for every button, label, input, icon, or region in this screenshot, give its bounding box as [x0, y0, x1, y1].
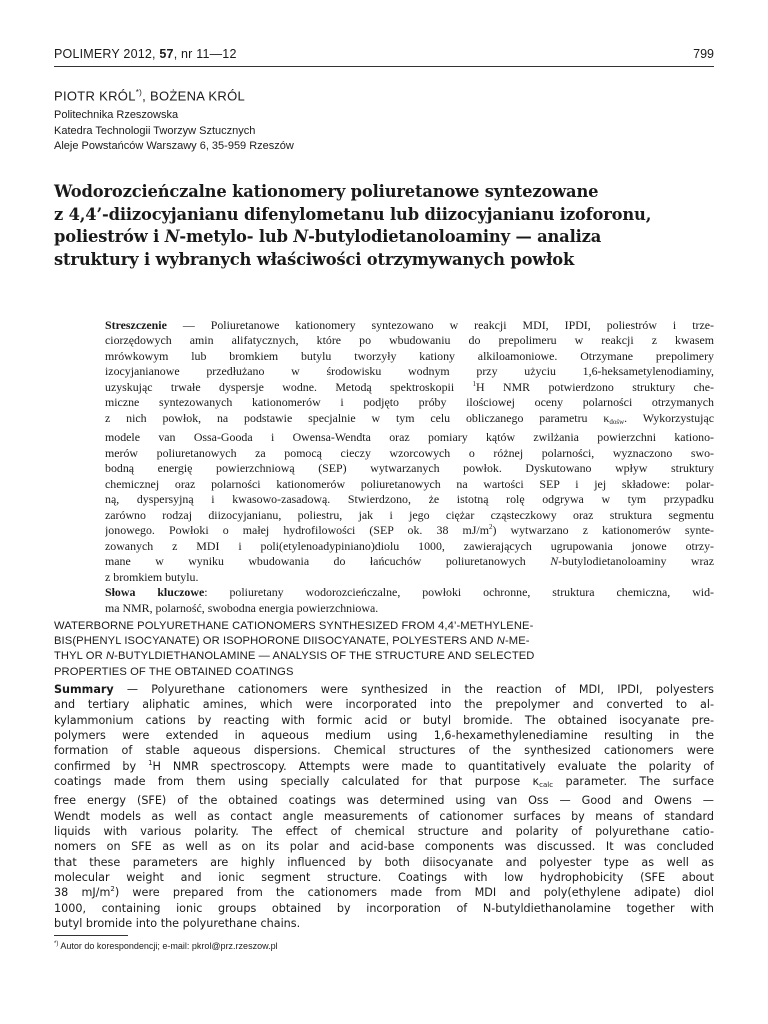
keywords-polish: Słowa kluczowe: poliuretany wodorozcieńczalne, powłoki ochronne, struktura chemiczna, wid- — [105, 585, 714, 600]
abstract-english: Summary — Polyurethane cationomers were synthesized in the reaction of MDI, IPDI, polyesters and tertiary aliphatic amines, which were incorporated into the prepolymer and converted to al- kylammonium cations by reacting with formic acid or butyl bromide. The obtained isocyanate pre- polymers were extended in aqueous medium using 1,6-hexamethylenediamine resulting in the formation of stable aqueous dispersions. Chemical structures of the synthesized cationomers were confirmed by $^1$H NMR spectroscopy. Attempts were made to quantitatively evaluate the polarity of coatings made from them using specially calculated for that purpose $\kappa_{calc}$ parameter. The surface free energy (SFE) of the obtained coatings was determined using van Oss — Good and Owens — Wendt models as well as contact angle measurements of cationomer surfaces by means of standard liquids with various polarity. The effect of chemical structure and polarity of polyurethane catio- nomers on SFE as well as on its polar and acid-base components was discussed. It was concluded that these parameters are highly influenced by both diisocyanate and polyester type as well as molecular weight and ionic segment structure. Coatings with low hydrophobicity (SFE about 38 $mJ/m^2$) were prepared from the cationomers made from MDI and poly(ethylene adipate) diol 1000, containing ionic groups obtained by incorporation of N-butyldiethanolamine together with butyl bromide into the polyurethane chains. — [54, 683, 714, 931]
footnote-text: Autor do korespondencji; e-mail: pkrol@prz.rzeszow.pl — [58, 941, 278, 951]
authors-line: PIOTR KRÓL*), BOŻENA KRÓL — [54, 88, 246, 104]
affiliation — [54, 108, 294, 155]
author-1: PIOTR KRÓL — [54, 88, 136, 104]
article-title: Wodorozcieńczalne kationomery poliuretanowe syntezowane z 4,4’-diizocyjanianu difenylometanu lub diizocyjanianu izoforonu, poliestrów i N-metylo- lub N-butylodietanoloaminy — analiza struktury i wybranych właściwości otrzymywanych powłok — [54, 182, 652, 269]
abstract-polish: Streszczenie — Poliuretanowe kationomery syntezowano w reakcji MDI, IPDI, poliestrów i trze- ciorzędowych amin alifatycznych, które po wbudowaniu do prepolimeru w reakcji z kwasem mrówkowym lub bromkiem butylu tworzyły kationy alkiloamoniowe. Otrzymane prepolimery izocyjanianowe przedłużano w środowisku wodnym przy użyciu 1,6-heksametylenodiaminy, uzyskując trwałe dyspersje wodne. Metodą spektroskopii $^1$H NMR potwierdzono struktury che- miczne syntezowanych kationomerów i podjęto próby ilościowej oceny polarności otrzymanych z nich powłok, na podstawie specjalnie w tym celu obliczanego parametru $\kappa_{dośw}$. Wykorzystując modele van Ossa-Gooda i Owensa-Wendta oraz pomiary kątów zwilżania powierzchni kationo- merów poliuretanowych za pomocą cieczy wzorcowych o różnej polarności, wyznaczono swo- bodną energię powierzchniową (SEP) wytwarzanych powłok. Dyskutowano wpływ struktury chemicznej oraz polarności kationomerów poliuretanowych na wartości SEP i jej składowe: polar- ną, dyspersyjną i kwasowo-zasadową. Stwierdzono, że istotną rolę odgrywa w tym przypadku zarówno rodzaj diizocyjanianu, poliestru, jak i jego ciężar cząsteczkowy oraz struktura segmentu jonowego. Powłoki o małej hydrofilowości (SEP ok. 38 $mJ/m^2$) wytwarzano z kationomerów synte- zowanych z MDI i poli(etylenoadypiniano)diolu 1000, zawierających ugrupowania jonowe otrzy- mane w wyniku wbudowania do łańcuchów poliuretanowych N-butylodietanoloaminy wraz z bromkiem butylu. Słowa kluczowe: poliuretany wodorozcieńczalne, powłoki ochronne, struktura chemiczna, wid- ma NMR, polarność, swobodna energia powierzchniowa. — [105, 318, 714, 615]
summary-label: Summary — [54, 683, 114, 696]
author-2: BOŻENA KRÓL — [149, 88, 246, 104]
footnote-divider — [54, 935, 128, 936]
header-divider — [54, 66, 714, 67]
page-number: 799 — [693, 47, 714, 61]
english-title: WATERBORNE POLYURETHANE CATIONOMERS SYNTHESIZED FROM 4,4’-METHYLENE- BIS(PHENYL ISOCYANATE) OR ISOPHORONE DIISOCYANATE, POLYESTERS AND N-ME- THYL OR N-BUTYLDIETHANOLAMINE — ANALYSIS OF THE STRUCTURE AND SELECTED PROPERTIES OF THE OBTAINED COATINGS — [54, 620, 535, 678]
abstract-label: Streszczenie — [105, 318, 167, 332]
journal-volume: 57 — [159, 47, 174, 61]
affiliation-line: Aleje Powstańców Warszawy 6, 35-959 Rzeszów — [54, 140, 294, 152]
affiliation-line: Katedra Technologii Tworzyw Sztucznych — [54, 124, 256, 137]
author-footnote-mark: *) — [135, 88, 143, 97]
footnote — [54, 941, 278, 951]
journal-header: POLIMERY 2012, 57, nr 11—12 — [54, 47, 237, 61]
affiliation-line: Politechnika Rzeszowska — [54, 109, 179, 121]
footnote-mark: *) — [54, 941, 59, 947]
keywords-label: Słowa kluczowe — [105, 585, 205, 600]
